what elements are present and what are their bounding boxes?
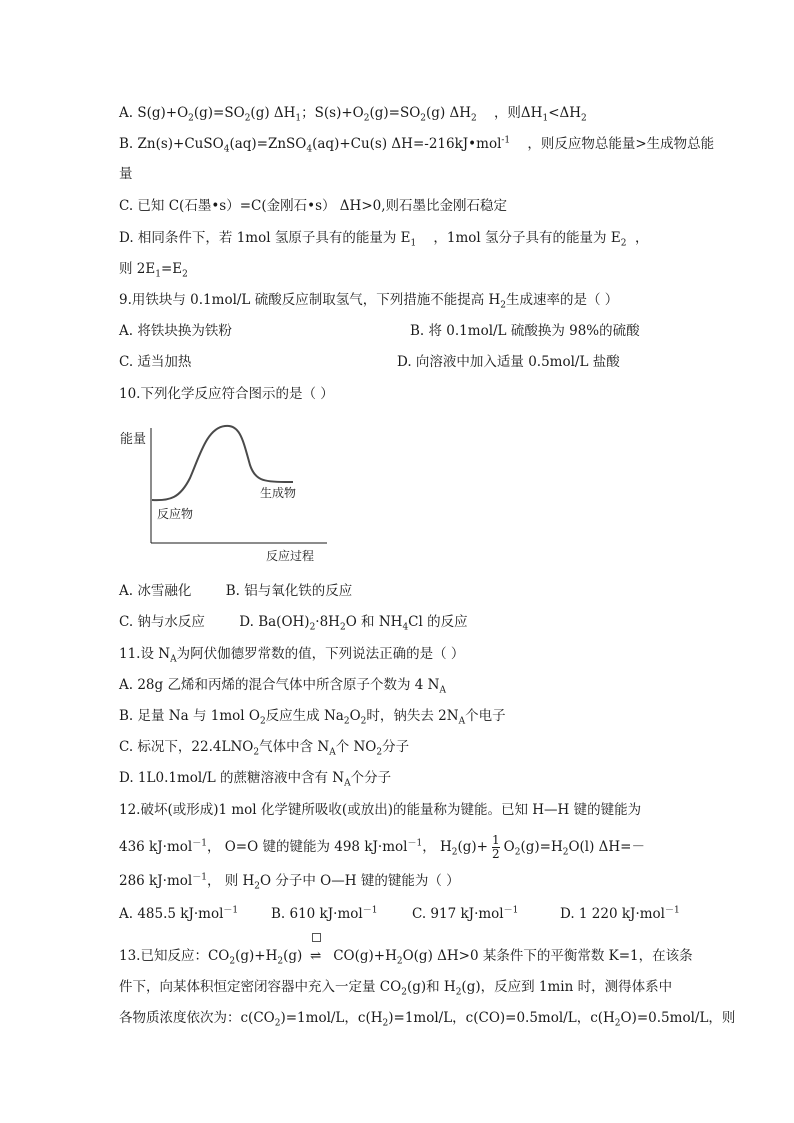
half-fraction: $\frac{1}{2}$ — [492, 833, 500, 861]
q8-option-a: A. $S(g)+O_2(g)=SO_2(g)$ $\Delta H_1$；$S(s)+O_2(g)=SO_2(g)$ $\Delta H_2$ ，则$\Delta H_1<\Delta H_2$ — [119, 105, 587, 124]
q8-option-d-cont: 则 $2E_1=E_2$ — [119, 261, 188, 280]
q10-options-cd — [119, 613, 468, 631]
q13-stem-line3: 各物质浓度依次为：$c(CO_2)=1mol/L$，$c(H_2)=1mol/L$，c(CO)=0.5mol/L，$c(H_2O)=0.5mol/L$，则 — [119, 1010, 736, 1029]
diagram-y-label: 能量 — [120, 432, 147, 447]
q11-option-b: B. 足量 Na 与 1mol $O_2$反应生成 $Na_2O_2$时，钠失去 $2N_A$个电子 — [119, 708, 506, 727]
q9-option-b: B. 将 0.1mol/L 硫酸换为 98%的硫酸 — [410, 323, 640, 339]
q8-option-b-cont: 量 — [119, 166, 133, 182]
q12-option-a: A. 485.5 kJ·mol$^{-1}$ — [119, 905, 239, 922]
q8-option-d: D. 相同条件下，若 1mol 氢原子具有的能量为 $E_1$ ，1mol 氢分子具有的能量为 $E_2$ ， — [119, 230, 649, 249]
q9-option-c: C. 适当加热 — [119, 354, 192, 370]
q13-stem-line1: 13.已知反应：$CO_2(g)+H_2(g)$ ⇌ $CO(g)+H_2O(g)$ ΔH>0 某条件下的平衡常数 K=1，在该条 — [119, 947, 693, 965]
diagram-product-label: 生成物 — [260, 486, 297, 500]
q12-stem-line1: 12.破坏(或形成)1 mol 化学键所吸收(或放出)的能量称为键能。已知 H—H 键的键能为 — [119, 802, 642, 818]
q10-option-a: A. 冰雪融化 — [119, 583, 192, 599]
q12-option-c: C. 917 kJ·mol$^{-1}$ — [412, 905, 519, 922]
q9-stem: 9.用铁块与 0.1mol/L 硫酸反应制取氢气，下列措施不能提高 $H_2$生成速率的是（ ） — [119, 292, 619, 311]
q9-option-a: A. 将铁块换为铁粉 — [119, 323, 232, 339]
q9-option-d: D. 向溶液中加入适量 0.5mol/L 盐酸 — [397, 354, 620, 370]
q8-option-b: B. Zn(s)+CuSO$_4$(aq)=ZnSO$_4$(aq)+Cu(s) ΔH=-216kJ•mol$^{-1}$ ，则反应物总能量>生成物总能 — [119, 135, 715, 155]
q13-stem-line2: 件下，向某体积恒定密闭容器中充入一定量 $CO_2(g)$和 $H_2(g)$，反应到 1min 时，测得体系中 — [119, 979, 673, 998]
q12-stem-line3: 286 kJ·mol$^{-1}$， 则 $H_2O$ 分子中 O—H 键的键能为（ ） — [119, 872, 460, 892]
q12-stem-line2: 436 kJ·mol$^{-1}$， O=O 键的键能为 498 kJ·mol$^{-1}$， $H_2(g)+$ $\frac{1}{2}$ $O_2(g)=H_2O(l)$ ΔH=－ — [119, 833, 645, 861]
q10-option-b: B. 铝与氧化铁的反应 — [225, 583, 353, 599]
q11-option-d: D. 1L0.1mol/L 的蔗糖溶液中含有 $N_A$个分子 — [119, 770, 392, 789]
equilibrium-arrows-icon: ⇌ — [307, 947, 325, 965]
q12-option-d: D. 1 220 kJ·mol$^{-1}$ — [560, 905, 680, 922]
q10-option-c: C. 钠与水反应 — [119, 614, 205, 630]
q11-option-c: C. 标况下，$22.4LNO_2$气体中含 $N_A$个 $NO_2$分子 — [119, 739, 410, 758]
q11-stem: 11.设 $N_A$为阿伏伽德罗常数的值，下列说法正确的是（ ） — [119, 646, 465, 665]
q12-option-b: B. 610 kJ·mol$^{-1}$ — [271, 905, 378, 922]
q10-stem: 10.下列化学反应符合图示的是（ ） — [119, 386, 334, 402]
q8-option-c: C. 已知 C(石墨•s）=C(金刚石•s） ΔH>0,则石墨比金刚石稳定 — [119, 198, 508, 214]
energy-diagram — [115, 420, 345, 570]
q10-options-ab — [119, 582, 352, 600]
q10-option-d: D. $Ba(OH)_2\cdot 8H_2O$ 和 $NH_4Cl$ 的反应 — [239, 614, 468, 633]
diagram-reactant-label: 反应物 — [157, 507, 194, 521]
diagram-x-label: 反应过程 — [266, 549, 315, 563]
q11-option-a: A. 28g 乙烯和丙烯的混合气体中所含原子个数为 4 $N_A$ — [119, 677, 446, 696]
